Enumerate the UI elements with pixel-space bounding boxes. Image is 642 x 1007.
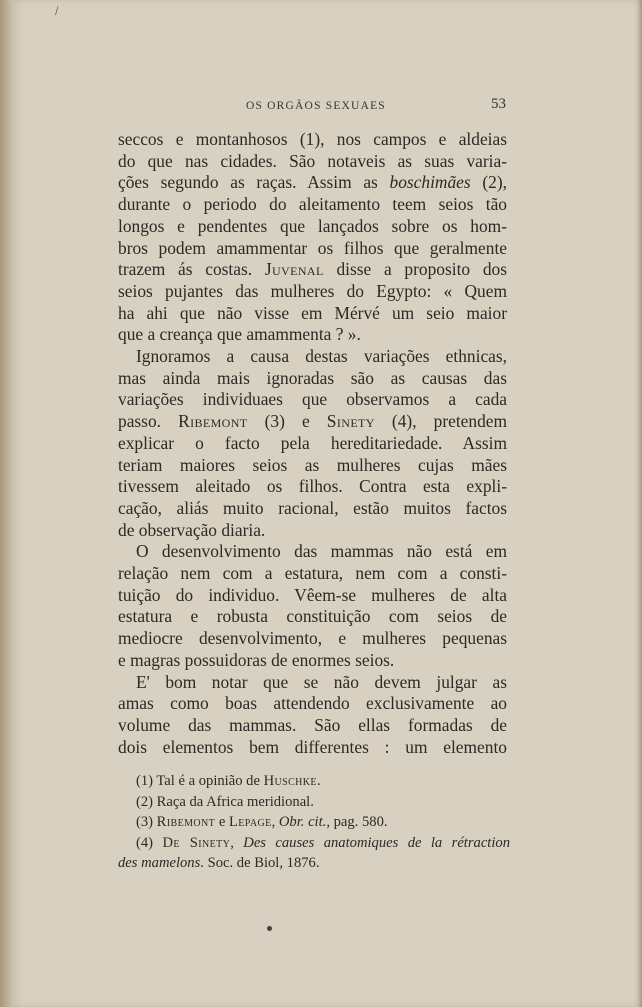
text-line: mediocre desenvolvimento, e mulheres pequenas bbox=[118, 628, 507, 649]
paragraph-4 bbox=[118, 672, 507, 759]
text-line: explicar o facto pela hereditariedade. Assim bbox=[118, 432, 507, 453]
text-line: e magras possuidoras de enormes seios. bbox=[118, 649, 395, 670]
paragraph-3 bbox=[118, 541, 507, 671]
running-head bbox=[0, 96, 642, 116]
text-line: estatura e robusta constituição com seios de bbox=[118, 606, 507, 627]
text-line: seccos e montanhosos (1), nos campos e aldeias bbox=[118, 129, 507, 149]
margin-mark: / bbox=[55, 6, 59, 17]
text-line: relação nem com a estatura, nem com a consti- bbox=[118, 563, 507, 584]
text-line: longos e pendentes que lançados sobre os hom- bbox=[118, 215, 507, 236]
paragraph-2 bbox=[118, 346, 507, 541]
footnote-3: (3) Ribemont e Lepage, Obr. cit., pag. 580. bbox=[136, 814, 388, 830]
text-line: E' bom notar que se não devem julgar as bbox=[136, 671, 507, 692]
text-line: seios pujantes das mulheres do Egypto: « Quem bbox=[118, 280, 507, 301]
text-line: passo. Ribemont (3) e Sinety (4), pretendem bbox=[118, 411, 507, 432]
footnote-1: (1) Tal é a opinião de Huschke. bbox=[136, 773, 321, 789]
text-line: Ignoramos a causa destas variações ethnicas, bbox=[136, 346, 507, 367]
footnote-4-continued: des mamelons. Soc. de Biol, 1876. bbox=[118, 855, 320, 871]
text-line: tivessem aleitado os filhos. Contra esta expli- bbox=[118, 476, 507, 497]
text-line: trazem ás costas. Juvenal disse a proposito dos bbox=[118, 259, 507, 280]
text-line: mas ainda mais ignoradas são as causas das bbox=[118, 367, 507, 388]
book-spine-shadow bbox=[0, 0, 14, 1007]
text-line: cação, aliás muito racional, estão muitos factos bbox=[118, 497, 507, 518]
running-head-title: OS ORGÃOS SEXUAES bbox=[246, 100, 386, 112]
footnote-4: (4) De Sinety, Des causes anatomiques de la rétraction bbox=[136, 834, 511, 851]
text-line: ções segundo as raças. Assim as boschimães (2), bbox=[118, 172, 507, 193]
text-line: durante o periodo do aleitamento teem seios tão bbox=[118, 194, 507, 215]
text-line: O desenvolvimento das mammas não está em bbox=[136, 541, 507, 562]
footnotes bbox=[118, 771, 510, 874]
text-line: que a creança que amammenta ? ». bbox=[118, 324, 361, 345]
text-line: variações individuaes que observamos a cada bbox=[118, 389, 507, 410]
text-line: volume das mammas. São ellas formadas de bbox=[118, 714, 507, 735]
paragraph-1 bbox=[118, 129, 507, 346]
text-line: dois elementos bem differentes : um elemento bbox=[118, 736, 507, 757]
text-line: amas como boas attendendo exclusivamente ao bbox=[118, 693, 507, 714]
body-text bbox=[118, 129, 507, 758]
printer-mark-dot bbox=[267, 926, 272, 931]
text-line: tuição do individuo. Vêem-se mulheres de alta bbox=[118, 584, 507, 605]
page-number: 53 bbox=[491, 96, 506, 112]
text-line: teriam maiores seios as mulheres cujas mães bbox=[118, 454, 507, 475]
text-line: bros podem amammentar os filhos que geralmente bbox=[118, 237, 507, 258]
text-line: ha ahi que não visse em Mérvé um seio maior bbox=[118, 302, 507, 323]
text-line: de observação diaria. bbox=[118, 519, 266, 540]
footnote-2: (2) Raça da Africa meridional. bbox=[136, 793, 314, 810]
text-line: do que nas cidades. São notaveis as suas varia- bbox=[118, 150, 507, 171]
